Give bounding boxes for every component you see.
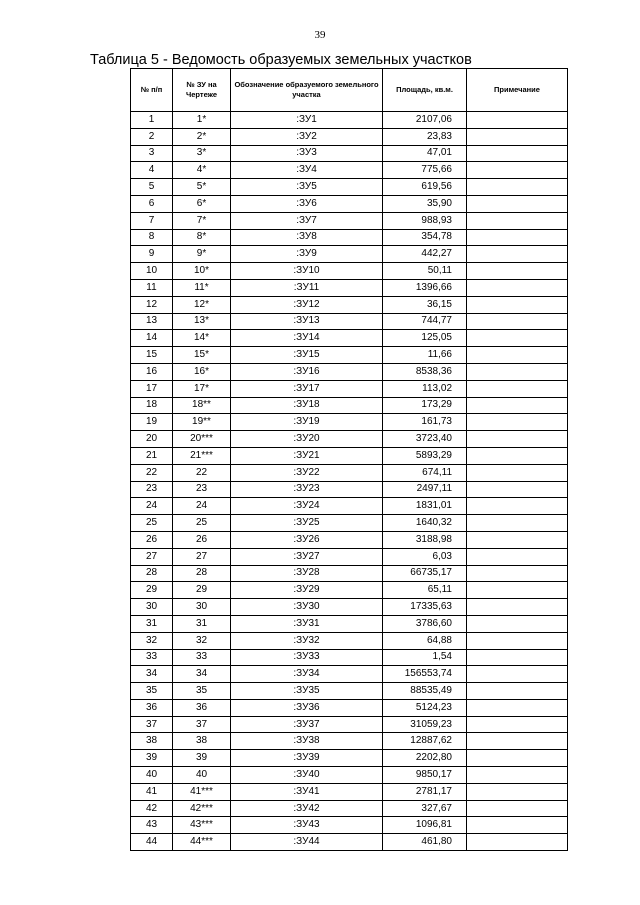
cell-zu: 3* — [173, 145, 231, 162]
header-row — [131, 69, 568, 112]
cell-num: 18 — [131, 397, 173, 414]
cell-area: 1,54 — [383, 649, 467, 666]
cell-note — [467, 800, 568, 817]
cell-designation: :ЗУ24 — [231, 498, 383, 515]
cell-num: 15 — [131, 347, 173, 364]
cell-num: 43 — [131, 817, 173, 834]
cell-note — [467, 162, 568, 179]
cell-zu: 38 — [173, 733, 231, 750]
cell-area: 9850,17 — [383, 767, 467, 784]
cell-num: 12 — [131, 296, 173, 313]
cell-zu: 28 — [173, 565, 231, 582]
cell-designation: :ЗУ22 — [231, 464, 383, 481]
table-header — [131, 69, 568, 112]
table-row — [131, 296, 568, 313]
cell-designation: :ЗУ11 — [231, 279, 383, 296]
cell-designation: :ЗУ29 — [231, 582, 383, 599]
cell-area: 2781,17 — [383, 783, 467, 800]
cell-note — [467, 263, 568, 280]
table-row — [131, 582, 568, 599]
table-row — [131, 229, 568, 246]
cell-area: 5893,29 — [383, 447, 467, 464]
cell-area: 327,67 — [383, 800, 467, 817]
cell-zu: 18** — [173, 397, 231, 414]
cell-designation: :ЗУ28 — [231, 565, 383, 582]
cell-zu: 40 — [173, 767, 231, 784]
cell-designation: :ЗУ26 — [231, 531, 383, 548]
cell-num: 36 — [131, 699, 173, 716]
table-row — [131, 330, 568, 347]
cell-area: 173,29 — [383, 397, 467, 414]
cell-area: 2202,80 — [383, 750, 467, 767]
cell-zu: 5* — [173, 179, 231, 196]
cell-designation: :ЗУ15 — [231, 347, 383, 364]
cell-num: 5 — [131, 179, 173, 196]
cell-note — [467, 716, 568, 733]
cell-area: 156553,74 — [383, 666, 467, 683]
cell-note — [467, 565, 568, 582]
cell-num: 24 — [131, 498, 173, 515]
cell-area: 36,15 — [383, 296, 467, 313]
cell-area: 47,01 — [383, 145, 467, 162]
cell-zu: 25 — [173, 515, 231, 532]
table-row — [131, 347, 568, 364]
cell-designation: :ЗУ2 — [231, 128, 383, 145]
cell-note — [467, 246, 568, 263]
cell-zu: 10* — [173, 263, 231, 280]
table-row — [131, 464, 568, 481]
cell-area: 674,11 — [383, 464, 467, 481]
cell-num: 44 — [131, 834, 173, 851]
cell-num: 1 — [131, 112, 173, 129]
cell-area: 125,05 — [383, 330, 467, 347]
cell-note — [467, 128, 568, 145]
cell-num: 4 — [131, 162, 173, 179]
table-row — [131, 498, 568, 515]
table-row — [131, 112, 568, 129]
cell-note — [467, 347, 568, 364]
cell-num: 39 — [131, 750, 173, 767]
cell-area: 354,78 — [383, 229, 467, 246]
cell-area: 988,93 — [383, 212, 467, 229]
cell-note — [467, 330, 568, 347]
table-row — [131, 615, 568, 632]
cell-zu: 16* — [173, 363, 231, 380]
cell-designation: :ЗУ36 — [231, 699, 383, 716]
cell-designation: :ЗУ5 — [231, 179, 383, 196]
cell-note — [467, 145, 568, 162]
table-row — [131, 649, 568, 666]
cell-zu: 13* — [173, 313, 231, 330]
cell-num: 22 — [131, 464, 173, 481]
cell-area: 1640,32 — [383, 515, 467, 532]
cell-area: 66735,17 — [383, 565, 467, 582]
cell-designation: :ЗУ9 — [231, 246, 383, 263]
cell-designation: :ЗУ21 — [231, 447, 383, 464]
cell-num: 7 — [131, 212, 173, 229]
cell-designation: :ЗУ18 — [231, 397, 383, 414]
cell-num: 25 — [131, 515, 173, 532]
cell-num: 42 — [131, 800, 173, 817]
cell-zu: 19** — [173, 414, 231, 431]
cell-zu: 7* — [173, 212, 231, 229]
cell-zu: 1* — [173, 112, 231, 129]
cell-note — [467, 195, 568, 212]
cell-num: 31 — [131, 615, 173, 632]
cell-num: 27 — [131, 548, 173, 565]
cell-designation: :ЗУ3 — [231, 145, 383, 162]
cell-area: 17335,63 — [383, 599, 467, 616]
table-row — [131, 817, 568, 834]
cell-designation: :ЗУ4 — [231, 162, 383, 179]
cell-num: 32 — [131, 632, 173, 649]
cell-area: 461,80 — [383, 834, 467, 851]
cell-zu: 6* — [173, 195, 231, 212]
cell-num: 17 — [131, 380, 173, 397]
cell-note — [467, 313, 568, 330]
cell-note — [467, 582, 568, 599]
cell-note — [467, 179, 568, 196]
cell-designation: :ЗУ27 — [231, 548, 383, 565]
cell-note — [467, 112, 568, 129]
cell-note — [467, 733, 568, 750]
cell-note — [467, 363, 568, 380]
table-row — [131, 481, 568, 498]
cell-num: 34 — [131, 666, 173, 683]
cell-note — [467, 447, 568, 464]
cell-zu: 8* — [173, 229, 231, 246]
header-area: Площадь, кв.м. — [383, 69, 467, 112]
table-title: Таблица 5 - Ведомость образуемых земельных участков — [90, 52, 472, 68]
cell-num: 9 — [131, 246, 173, 263]
table-row — [131, 834, 568, 851]
table-row — [131, 212, 568, 229]
cell-note — [467, 817, 568, 834]
cell-num: 23 — [131, 481, 173, 498]
cell-num: 38 — [131, 733, 173, 750]
cell-area: 113,02 — [383, 380, 467, 397]
cell-designation: :ЗУ13 — [231, 313, 383, 330]
cell-designation: :ЗУ43 — [231, 817, 383, 834]
table-row — [131, 666, 568, 683]
cell-area: 50,11 — [383, 263, 467, 280]
cell-note — [467, 599, 568, 616]
table-row — [131, 750, 568, 767]
table-row — [131, 683, 568, 700]
cell-note — [467, 531, 568, 548]
cell-zu: 20*** — [173, 431, 231, 448]
table-row — [131, 548, 568, 565]
cell-zu: 33 — [173, 649, 231, 666]
table-row — [131, 733, 568, 750]
cell-note — [467, 783, 568, 800]
cell-zu: 12* — [173, 296, 231, 313]
cell-area: 161,73 — [383, 414, 467, 431]
cell-num: 3 — [131, 145, 173, 162]
cell-note — [467, 548, 568, 565]
cell-zu: 27 — [173, 548, 231, 565]
cell-area: 5124,23 — [383, 699, 467, 716]
cell-designation: :ЗУ35 — [231, 683, 383, 700]
cell-designation: :ЗУ20 — [231, 431, 383, 448]
cell-area: 1096,81 — [383, 817, 467, 834]
cell-designation: :ЗУ42 — [231, 800, 383, 817]
cell-area: 442,27 — [383, 246, 467, 263]
cell-designation: :ЗУ37 — [231, 716, 383, 733]
cell-zu: 29 — [173, 582, 231, 599]
cell-designation: :ЗУ1 — [231, 112, 383, 129]
cell-note — [467, 699, 568, 716]
cell-zu: 31 — [173, 615, 231, 632]
cell-zu: 32 — [173, 632, 231, 649]
table-row — [131, 783, 568, 800]
cell-area: 1396,66 — [383, 279, 467, 296]
table-row — [131, 699, 568, 716]
cell-area: 775,66 — [383, 162, 467, 179]
table-row — [131, 800, 568, 817]
cell-designation: :ЗУ8 — [231, 229, 383, 246]
cell-zu: 2* — [173, 128, 231, 145]
table-row — [131, 380, 568, 397]
table-row — [131, 599, 568, 616]
header-designation: Обозначение образуемого земельного участка — [231, 69, 383, 112]
land-plots-table — [130, 68, 568, 851]
cell-area: 1831,01 — [383, 498, 467, 515]
cell-note — [467, 296, 568, 313]
cell-num: 13 — [131, 313, 173, 330]
cell-area: 2107,06 — [383, 112, 467, 129]
table-row — [131, 145, 568, 162]
cell-note — [467, 279, 568, 296]
cell-area: 3723,40 — [383, 431, 467, 448]
cell-zu: 4* — [173, 162, 231, 179]
cell-zu: 26 — [173, 531, 231, 548]
table-row — [131, 447, 568, 464]
cell-designation: :ЗУ16 — [231, 363, 383, 380]
cell-designation: :ЗУ32 — [231, 632, 383, 649]
cell-note — [467, 767, 568, 784]
table-row — [131, 179, 568, 196]
cell-designation: :ЗУ31 — [231, 615, 383, 632]
cell-zu: 34 — [173, 666, 231, 683]
cell-note — [467, 212, 568, 229]
table-row — [131, 632, 568, 649]
cell-num: 33 — [131, 649, 173, 666]
cell-area: 2497,11 — [383, 481, 467, 498]
header-note: Примечание — [467, 69, 568, 112]
table-row — [131, 767, 568, 784]
cell-zu: 42*** — [173, 800, 231, 817]
cell-area: 12887,62 — [383, 733, 467, 750]
page-number: 39 — [314, 29, 326, 41]
cell-zu: 17* — [173, 380, 231, 397]
cell-num: 29 — [131, 582, 173, 599]
cell-area: 23,83 — [383, 128, 467, 145]
cell-note — [467, 515, 568, 532]
cell-designation: :ЗУ33 — [231, 649, 383, 666]
cell-area: 64,88 — [383, 632, 467, 649]
cell-note — [467, 834, 568, 851]
cell-area: 744,77 — [383, 313, 467, 330]
cell-zu: 14* — [173, 330, 231, 347]
header-zu: № ЗУ на Чертеже — [173, 69, 231, 112]
cell-zu: 36 — [173, 699, 231, 716]
cell-num: 11 — [131, 279, 173, 296]
cell-zu: 23 — [173, 481, 231, 498]
cell-zu: 43*** — [173, 817, 231, 834]
cell-num: 21 — [131, 447, 173, 464]
cell-zu: 30 — [173, 599, 231, 616]
table-row — [131, 531, 568, 548]
cell-note — [467, 414, 568, 431]
cell-num: 20 — [131, 431, 173, 448]
table-body — [131, 112, 568, 851]
table-row — [131, 263, 568, 280]
cell-zu: 44*** — [173, 834, 231, 851]
cell-designation: :ЗУ23 — [231, 481, 383, 498]
cell-designation: :ЗУ40 — [231, 767, 383, 784]
cell-num: 37 — [131, 716, 173, 733]
cell-note — [467, 750, 568, 767]
cell-note — [467, 649, 568, 666]
cell-area: 31059,23 — [383, 716, 467, 733]
cell-num: 16 — [131, 363, 173, 380]
table-row — [131, 431, 568, 448]
cell-num: 26 — [131, 531, 173, 548]
cell-area: 619,56 — [383, 179, 467, 196]
cell-zu: 35 — [173, 683, 231, 700]
cell-zu: 24 — [173, 498, 231, 515]
cell-zu: 37 — [173, 716, 231, 733]
cell-note — [467, 481, 568, 498]
table-row — [131, 363, 568, 380]
cell-num: 6 — [131, 195, 173, 212]
cell-designation: :ЗУ30 — [231, 599, 383, 616]
cell-area: 11,66 — [383, 347, 467, 364]
cell-designation: :ЗУ10 — [231, 263, 383, 280]
cell-designation: :ЗУ25 — [231, 515, 383, 532]
cell-designation: :ЗУ7 — [231, 212, 383, 229]
cell-num: 8 — [131, 229, 173, 246]
cell-zu: 41*** — [173, 783, 231, 800]
cell-note — [467, 683, 568, 700]
cell-designation: :ЗУ17 — [231, 380, 383, 397]
cell-designation: :ЗУ44 — [231, 834, 383, 851]
cell-num: 14 — [131, 330, 173, 347]
table-row — [131, 716, 568, 733]
cell-area: 3786,60 — [383, 615, 467, 632]
cell-zu: 22 — [173, 464, 231, 481]
table-row — [131, 279, 568, 296]
cell-designation: :ЗУ6 — [231, 195, 383, 212]
cell-num: 2 — [131, 128, 173, 145]
cell-zu: 15* — [173, 347, 231, 364]
cell-note — [467, 397, 568, 414]
table-row — [131, 162, 568, 179]
cell-note — [467, 632, 568, 649]
header-num: № п/п — [131, 69, 173, 112]
cell-designation: :ЗУ39 — [231, 750, 383, 767]
cell-num: 41 — [131, 783, 173, 800]
cell-area: 8538,36 — [383, 363, 467, 380]
table-row — [131, 565, 568, 582]
cell-note — [467, 498, 568, 515]
table-row — [131, 515, 568, 532]
cell-designation: :ЗУ38 — [231, 733, 383, 750]
cell-num: 30 — [131, 599, 173, 616]
cell-zu: 39 — [173, 750, 231, 767]
cell-note — [467, 229, 568, 246]
table-row — [131, 195, 568, 212]
table-row — [131, 397, 568, 414]
cell-num: 28 — [131, 565, 173, 582]
cell-designation: :ЗУ12 — [231, 296, 383, 313]
cell-area: 3188,98 — [383, 531, 467, 548]
cell-note — [467, 666, 568, 683]
cell-note — [467, 380, 568, 397]
table-row — [131, 414, 568, 431]
cell-note — [467, 615, 568, 632]
table-row — [131, 246, 568, 263]
cell-designation: :ЗУ34 — [231, 666, 383, 683]
cell-area: 35,90 — [383, 195, 467, 212]
cell-zu: 9* — [173, 246, 231, 263]
cell-num: 19 — [131, 414, 173, 431]
cell-note — [467, 464, 568, 481]
cell-designation: :ЗУ14 — [231, 330, 383, 347]
table-row — [131, 128, 568, 145]
cell-area: 6,03 — [383, 548, 467, 565]
cell-note — [467, 431, 568, 448]
cell-num: 40 — [131, 767, 173, 784]
cell-num: 10 — [131, 263, 173, 280]
cell-area: 65,11 — [383, 582, 467, 599]
cell-num: 35 — [131, 683, 173, 700]
cell-designation: :ЗУ41 — [231, 783, 383, 800]
cell-zu: 21*** — [173, 447, 231, 464]
table-row — [131, 313, 568, 330]
cell-area: 88535,49 — [383, 683, 467, 700]
cell-zu: 11* — [173, 279, 231, 296]
cell-designation: :ЗУ19 — [231, 414, 383, 431]
